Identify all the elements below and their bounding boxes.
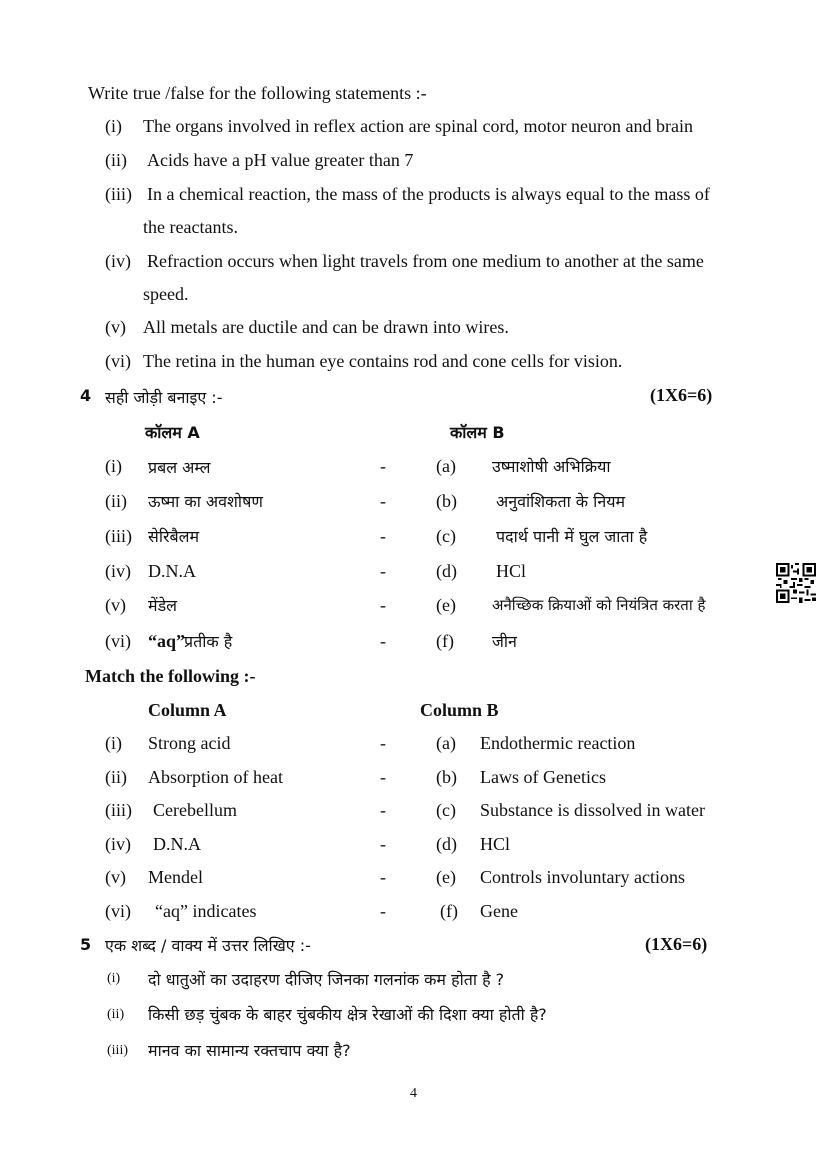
match-letter: (c) — [436, 526, 456, 546]
match-num: (vi) — [105, 631, 131, 651]
match-item-b: Endothermic reaction — [480, 733, 636, 753]
match-item-b: HCl — [480, 834, 511, 854]
column-a-header-hindi: कॉलम A — [145, 423, 200, 442]
match-item-b: जीन — [492, 632, 517, 651]
column-b-header-hindi: कॉलम B — [450, 423, 505, 442]
match-dash: - — [380, 800, 386, 820]
match-letter: (e) — [436, 867, 456, 887]
match-letter: (f) — [440, 901, 458, 921]
match-dash: - — [380, 733, 386, 753]
match-dash: - — [380, 456, 386, 476]
match-letter: (c) — [436, 800, 456, 820]
match-item-b: अनुवांशिकता के नियम — [496, 492, 626, 511]
question-text: किसी छड़ चुंबक के बाहर चुंबकीय क्षेत्र रेखाओं की दिशा क्या होती है? — [148, 1005, 547, 1024]
question-title-hindi: सही जोड़ी बनाइए :- — [105, 388, 223, 407]
tf-num: (iv) — [105, 251, 131, 271]
match-dash: - — [380, 901, 386, 921]
question-num: (i) — [107, 971, 121, 986]
match-item-a: “aq” indicates — [155, 901, 257, 921]
match-item-a: सेरिबैलम — [148, 527, 200, 546]
tf-statement: The retina in the human eye contains rod and cone cells for vision. — [143, 351, 623, 371]
tf-statement: In a chemical reaction, the mass of the products is always equal to the mass of — [147, 184, 710, 204]
match-num: (v) — [105, 595, 126, 615]
match-letter: (b) — [436, 767, 457, 787]
question-number: 4 — [80, 386, 92, 405]
match-item-b: Laws of Genetics — [480, 767, 606, 787]
tf-statement-cont: speed. — [143, 284, 189, 304]
tf-statement: Acids have a pH value greater than 7 — [147, 150, 414, 170]
match-dash: - — [380, 491, 386, 511]
match-letter: (e) — [436, 595, 456, 615]
match-item-b: Substance is dissolved in water — [480, 800, 705, 820]
question-number: 5 — [80, 935, 92, 954]
match-num: (iii) — [105, 800, 132, 820]
tf-statement: The organs involved in reflex action are spinal cord, motor neuron and brain — [143, 116, 693, 136]
match-dash: - — [380, 595, 386, 615]
match-item-a: Absorption of heat — [148, 767, 283, 787]
match-letter: (d) — [436, 561, 457, 581]
tf-num: (v) — [105, 317, 126, 337]
match-dash: - — [380, 631, 386, 651]
match-num: (iii) — [105, 526, 132, 546]
tf-statement: All metals are ductile and can be drawn into wires. — [143, 317, 509, 337]
match-item-b: Gene — [480, 901, 518, 921]
match-num: (ii) — [105, 491, 127, 511]
match-letter: (b) — [436, 491, 457, 511]
tf-statement: Refraction occurs when light travels from one medium to another at the same — [147, 251, 704, 271]
match-item-a: D.N.A — [148, 561, 196, 581]
match-dash: - — [380, 526, 386, 546]
match-item-a: Cerebellum — [153, 800, 237, 820]
match-dash: - — [380, 834, 386, 854]
question-num: (ii) — [107, 1007, 125, 1022]
match-num: (vi) — [105, 901, 131, 921]
tf-heading: Write true /false for the following statements :- — [88, 83, 427, 103]
question-marks: (1X6=6) — [650, 385, 713, 405]
match-letter: (d) — [436, 834, 457, 854]
match-num: (iv) — [105, 561, 131, 581]
match-item-a: Strong acid — [148, 733, 231, 753]
match-num: (iv) — [105, 834, 131, 854]
tf-num: (vi) — [105, 351, 131, 371]
match-letter: (f) — [436, 631, 454, 651]
match-item-a: Mendel — [148, 867, 203, 887]
match-item-a: प्रबल अम्ल — [148, 458, 211, 477]
match-item-b: HCl — [496, 561, 527, 581]
qr-code-icon — [776, 563, 816, 603]
question-text: दो धातुओं का उदाहरण दीजिए जिनका गलनांक कम होता है ? — [148, 970, 505, 989]
match-num: (v) — [105, 867, 126, 887]
match-dash: - — [380, 561, 386, 581]
match-item-a: D.N.A — [153, 834, 201, 854]
page-number: 4 — [410, 1086, 417, 1101]
match-dash: - — [380, 867, 386, 887]
match-item-b: अनैच्छिक क्रियाओं को नियंत्रित करता है — [492, 596, 706, 614]
match-item-b: पदार्थ पानी में घुल जाता है — [496, 527, 648, 546]
question-title-hindi: एक शब्द / वाक्य में उत्तर लिखिए :- — [105, 936, 311, 955]
question-marks: (1X6=6) — [645, 934, 708, 954]
match-item-a: ऊष्मा का अवशोषण — [148, 492, 263, 511]
match-dash: - — [380, 767, 386, 787]
match-letter: (a) — [436, 456, 456, 476]
tf-num: (i) — [105, 116, 122, 136]
tf-num: (iii) — [105, 184, 132, 204]
tf-num: (ii) — [105, 150, 127, 170]
match-item-b: उष्माशोषी अभिक्रिया — [492, 457, 611, 476]
match-item-a: मेंडेल — [148, 596, 177, 615]
match-heading-english: Match the following :- — [85, 666, 256, 686]
match-item-a-prefix: “aq” — [148, 631, 186, 651]
column-a-header-english: Column A — [148, 700, 227, 720]
match-item-a: प्रतीक है — [184, 632, 233, 651]
match-num: (i) — [105, 733, 122, 753]
column-b-header-english: Column B — [420, 700, 499, 720]
match-num: (i) — [105, 456, 122, 476]
tf-statement-cont: the reactants. — [143, 217, 238, 237]
question-text: मानव का सामान्य रक्तचाप क्या है? — [148, 1041, 351, 1060]
match-num: (ii) — [105, 767, 127, 787]
match-letter: (a) — [436, 733, 456, 753]
question-num: (iii) — [107, 1043, 128, 1058]
match-item-b: Controls involuntary actions — [480, 867, 685, 887]
